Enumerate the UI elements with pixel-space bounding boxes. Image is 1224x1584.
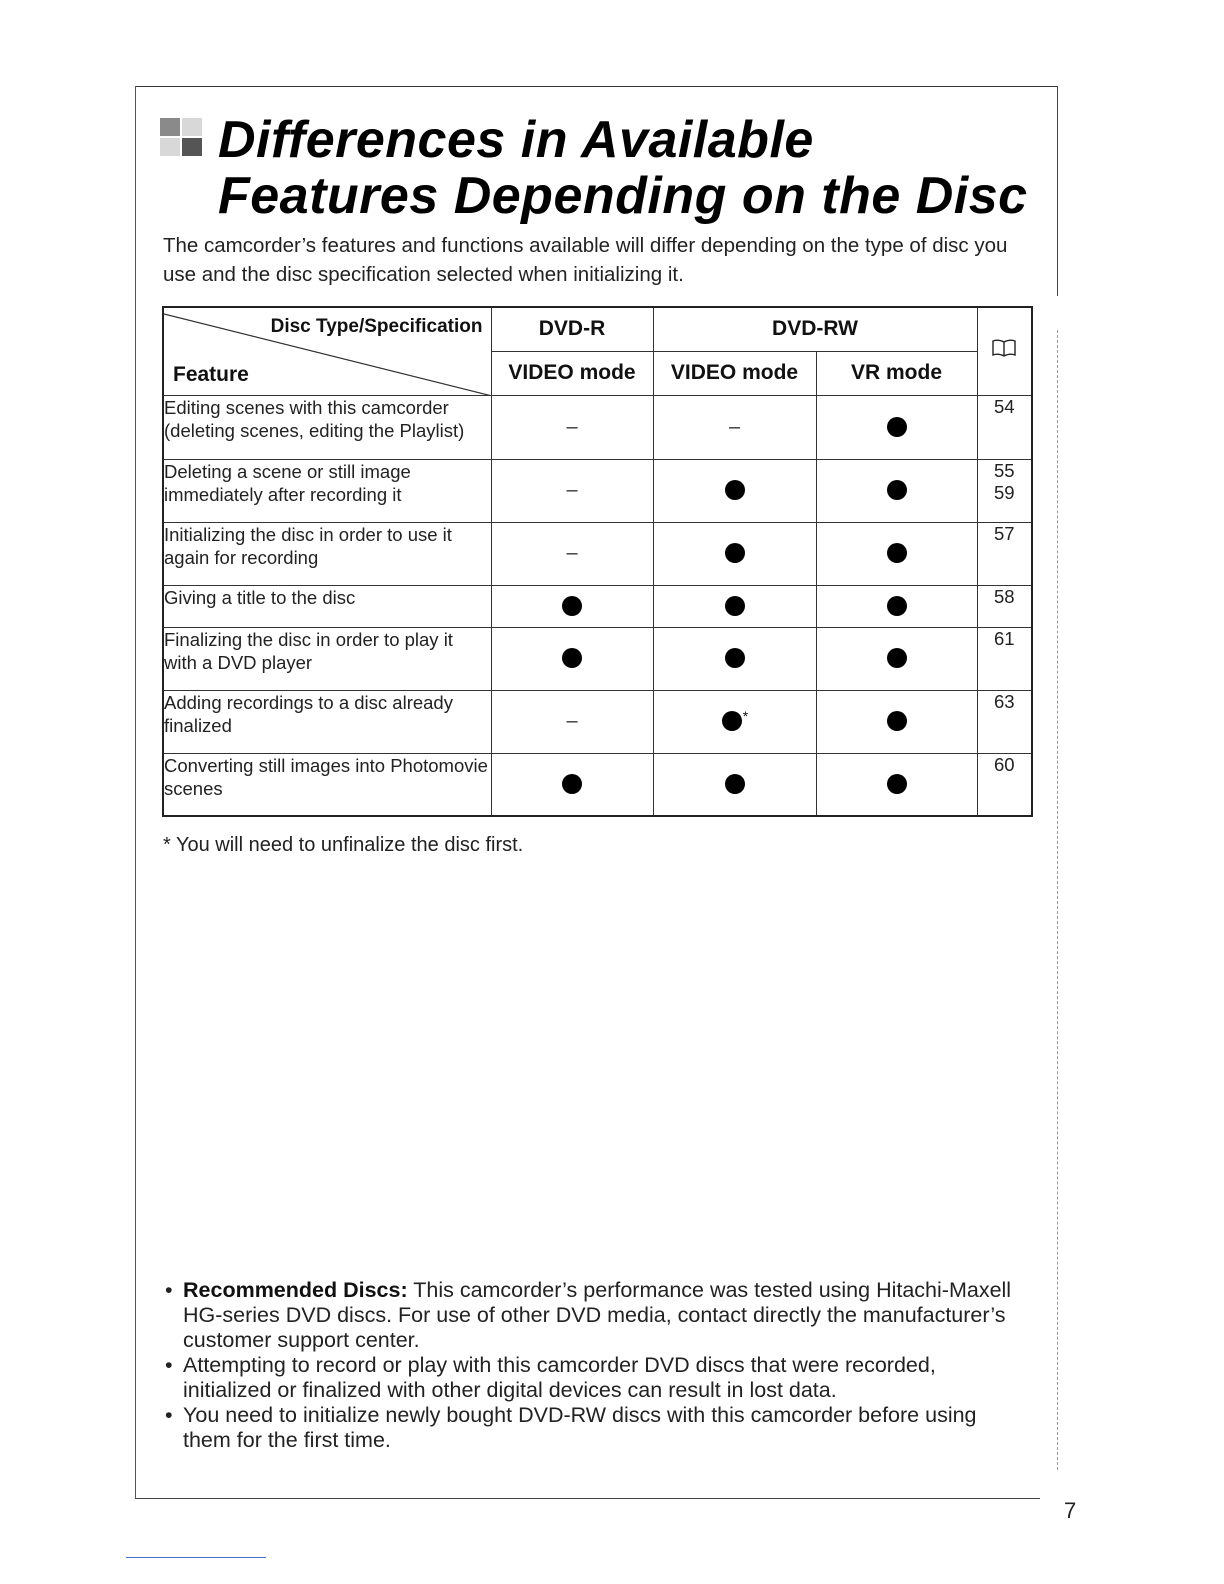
header-dvd-rw-video-mode: VIDEO mode xyxy=(653,351,816,395)
page-reference-cell xyxy=(977,459,1032,522)
available-dot-icon xyxy=(562,648,582,668)
available-dot-icon xyxy=(887,417,907,437)
available-dot-icon xyxy=(887,774,907,794)
notes-list xyxy=(165,1278,1025,1453)
table-row xyxy=(163,585,1032,627)
availability-cell-dvd-r-video xyxy=(491,627,653,690)
feature-cell: Adding recordings to a disc already finalized xyxy=(163,690,491,753)
available-dot-icon xyxy=(725,543,745,563)
page-reference-number: 54 xyxy=(993,395,1015,417)
feature-cell: Editing scenes with this camcorder (deleting scenes, editing the Playlist) xyxy=(163,395,491,459)
available-dot-icon xyxy=(887,648,907,668)
title-line-2: Features Depending on the Disc xyxy=(218,167,1028,225)
page-reference-number: 57 xyxy=(993,522,1015,544)
not-available-dash: – xyxy=(566,479,578,501)
header-page-reference xyxy=(977,307,1032,395)
note-item xyxy=(165,1403,1025,1453)
frame-right-rule-lower xyxy=(1057,330,1058,1470)
header-dvd-r-video-mode: VIDEO mode xyxy=(491,351,653,395)
page-reference-cell xyxy=(977,585,1032,627)
not-available-dash: – xyxy=(566,415,578,438)
availability-cell-dvd-r-video xyxy=(491,690,653,753)
table-row xyxy=(163,627,1032,690)
footer-link-rule xyxy=(126,1557,266,1558)
availability-cell-dvd-rw-video xyxy=(653,522,816,585)
availability-cell-dvd-rw-vr xyxy=(816,522,977,585)
feature-label: Feature xyxy=(173,362,249,386)
not-available-dash: – xyxy=(728,415,741,438)
note-item xyxy=(165,1278,1025,1353)
available-dot-icon xyxy=(562,596,582,616)
available-dot-icon xyxy=(722,711,742,731)
available-dot-icon xyxy=(887,543,907,563)
availability-cell-dvd-rw-video xyxy=(653,627,816,690)
note-item xyxy=(165,1353,1025,1403)
page-reference-number: 59 xyxy=(993,481,1015,503)
availability-cell-dvd-rw-video xyxy=(653,690,816,753)
page-number: 7 xyxy=(1064,1498,1077,1523)
available-dot-icon xyxy=(725,648,745,668)
page-reference-number: 55 xyxy=(993,459,1015,481)
frame-top-rule xyxy=(135,86,1057,87)
not-available-dash: – xyxy=(566,542,578,564)
note-text: Attempting to record or play with this camcorder DVD discs that were recorded, initialized or finalized with other digital devices can result in lost data. xyxy=(183,1353,936,1402)
available-dot-icon xyxy=(725,480,745,500)
feature-availability-table xyxy=(162,306,1033,817)
table-corner-header xyxy=(163,307,491,395)
feature-cell: Initializing the disc in order to use it again for recording xyxy=(163,522,491,585)
page-reference-cell xyxy=(977,753,1032,816)
note-text: You need to initialize newly bought DVD-RW discs with this camcorder before using them for the first time. xyxy=(183,1403,977,1452)
intro-paragraph: The camcorder’s features and functions available will differ depending on the type of disc you use and the disc specification selected when initializing it. xyxy=(163,234,1008,286)
availability-cell-dvd-rw-vr xyxy=(816,395,977,459)
asterisk-mark: * xyxy=(742,708,749,724)
page-reference-number: 61 xyxy=(993,627,1015,649)
book-icon xyxy=(991,338,1017,358)
availability-cell-dvd-rw-vr xyxy=(816,585,977,627)
availability-cell-dvd-rw-vr xyxy=(816,690,977,753)
available-dot-icon xyxy=(562,774,582,794)
availability-cell-dvd-r-video xyxy=(491,459,653,522)
page-reference-number: 60 xyxy=(993,753,1015,775)
available-dot-icon xyxy=(725,596,745,616)
note-bold-lead: Recommended Discs: xyxy=(183,1278,408,1302)
page-reference-cell xyxy=(977,395,1032,459)
table-row xyxy=(163,459,1032,522)
availability-cell-dvd-rw-video xyxy=(653,395,816,459)
page-reference-number: 63 xyxy=(993,690,1015,712)
availability-cell-dvd-rw-video xyxy=(653,585,816,627)
table-row xyxy=(163,690,1032,753)
availability-cell-dvd-r-video xyxy=(491,395,653,459)
page-reference-cell xyxy=(977,627,1032,690)
header-dvd-rw-vr-mode: VR mode xyxy=(816,351,977,395)
frame-bottom-rule xyxy=(135,1498,1040,1499)
available-dot-icon xyxy=(725,774,745,794)
page-title xyxy=(218,112,1028,224)
feature-cell: Giving a title to the disc xyxy=(163,585,491,627)
availability-cell-dvd-rw-video xyxy=(653,753,816,816)
feature-cell: Converting still images into Photomovie scenes xyxy=(163,753,491,816)
table-footnote: * You will need to unfinalize the disc first. xyxy=(163,834,524,856)
title-square-mark-icon xyxy=(160,118,206,158)
not-available-dash: – xyxy=(566,710,578,732)
feature-cell: Finalizing the disc in order to play it with a DVD player xyxy=(163,627,491,690)
availability-cell-dvd-r-video xyxy=(491,522,653,585)
table-row xyxy=(163,753,1032,816)
availability-cell-dvd-r-video xyxy=(491,753,653,816)
availability-cell-dvd-rw-vr xyxy=(816,459,977,522)
table-row xyxy=(163,522,1032,585)
header-dvd-r: DVD-R xyxy=(491,307,653,351)
feature-cell: Deleting a scene or still image immediately after recording it xyxy=(163,459,491,522)
frame-left-rule xyxy=(135,86,136,1498)
table-row xyxy=(163,395,1032,459)
disc-type-spec-label: Disc Type/Specification xyxy=(270,316,483,337)
available-dot-icon xyxy=(887,596,907,616)
page-reference-cell xyxy=(977,522,1032,585)
page-reference-cell xyxy=(977,690,1032,753)
note-text: This camcorder’s performance was tested using Hitachi-Maxell HG-series DVD discs. For use of other DVD media, contact directly the manufacturer’s customer support center. xyxy=(183,1278,1012,1352)
header-dvd-rw: DVD-RW xyxy=(653,307,977,351)
frame-right-rule xyxy=(1057,86,1058,296)
available-dot-icon xyxy=(887,480,907,500)
availability-cell-dvd-rw-vr xyxy=(816,753,977,816)
page-reference-number: 58 xyxy=(993,585,1015,607)
availability-cell-dvd-rw-video xyxy=(653,459,816,522)
table-header-row-disc-type xyxy=(163,307,1032,351)
title-line-1: Differences in Available xyxy=(218,111,814,169)
available-dot-icon xyxy=(887,711,907,731)
availability-cell-dvd-rw-vr xyxy=(816,627,977,690)
availability-cell-dvd-r-video xyxy=(491,585,653,627)
